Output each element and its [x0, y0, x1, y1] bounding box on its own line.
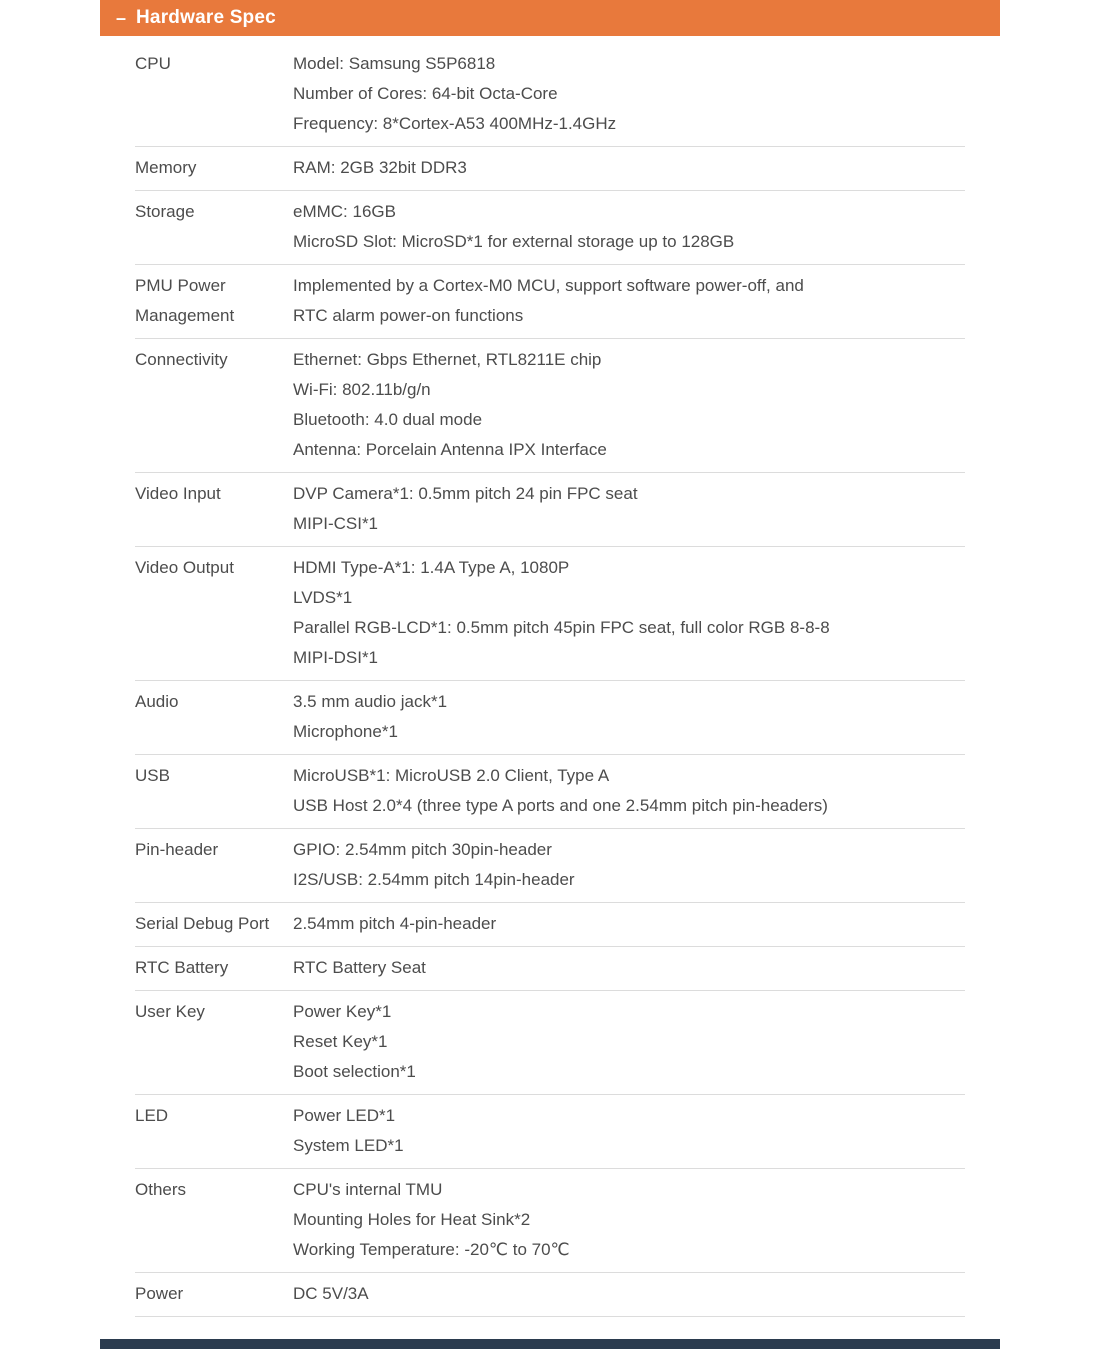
spec-value-line: DC 5V/3A — [293, 1284, 369, 1303]
spec-table — [135, 43, 965, 1317]
spec-label: Storage — [135, 202, 195, 221]
spec-label: Video Output — [135, 558, 234, 577]
spec-values — [293, 49, 965, 139]
spec-value-line: I2S/USB: 2.54mm pitch 14pin-header — [293, 870, 575, 889]
spec-value-line: RAM: 2GB 32bit DDR3 — [293, 158, 467, 177]
spec-row-pin-header — [135, 829, 965, 903]
spec-value-line: LVDS*1 — [293, 588, 353, 607]
spec-label: Video Input — [135, 484, 221, 503]
footer-bar — [100, 1339, 1000, 1349]
spec-values — [293, 153, 965, 183]
spec-label: User Key — [135, 1002, 205, 1021]
spec-row-cpu — [135, 43, 965, 147]
spec-values — [293, 553, 965, 673]
spec-label: Pin-header — [135, 840, 219, 859]
spec-value-line: 3.5 mm audio jack*1 — [293, 692, 448, 711]
spec-label: PMU Power Management — [135, 276, 235, 325]
spec-values — [293, 197, 965, 257]
spec-values — [293, 761, 965, 821]
spec-value-line: CPU's internal TMU — [293, 1180, 443, 1199]
spec-value-line: Mounting Holes for Heat Sink*2 — [293, 1210, 531, 1229]
spec-value-line: Ethernet: Gbps Ethernet, RTL8211E chip — [293, 350, 602, 369]
spec-values — [293, 953, 965, 983]
spec-label: LED — [135, 1106, 169, 1125]
spec-label: Others — [135, 1180, 187, 1199]
spec-value-line: 2.54mm pitch 4-pin-header — [293, 914, 497, 933]
spec-value-line: RTC alarm power-on functions — [293, 306, 524, 325]
spec-value-line: MIPI-DSI*1 — [293, 648, 379, 667]
spec-value-line: Bluetooth: 4.0 dual mode — [293, 410, 483, 429]
spec-values — [293, 997, 965, 1087]
section-title: Hardware Spec — [136, 7, 276, 28]
spec-value-line: MicroUSB*1: MicroUSB 2.0 Client, Type A — [293, 766, 610, 785]
spec-value-line: MIPI-CSI*1 — [293, 514, 379, 533]
spec-values — [293, 1175, 965, 1265]
hardware-spec-section — [100, 0, 1000, 1317]
spec-values — [293, 687, 965, 747]
spec-value-line: Power Key*1 — [293, 1002, 392, 1021]
spec-value-line: Working Temperature: -20℃ to 70℃ — [293, 1240, 570, 1259]
section-header — [100, 0, 1000, 36]
spec-row-audio — [135, 681, 965, 755]
spec-label: Connectivity — [135, 350, 228, 369]
spec-value-line: MicroSD Slot: MicroSD*1 for external storage up to 128GB — [293, 232, 735, 251]
spec-values — [293, 909, 965, 939]
spec-value-line: Power LED*1 — [293, 1106, 396, 1125]
spec-row-memory — [135, 147, 965, 191]
spec-values — [293, 835, 965, 895]
spec-value-line: Model: Samsung S5P6818 — [293, 54, 496, 73]
spec-value-line: RTC Battery Seat — [293, 958, 426, 977]
spec-values — [293, 345, 965, 465]
spec-values — [293, 271, 965, 331]
spec-value-line: USB Host 2.0*4 (three type A ports and one 2.54mm pitch pin-headers) — [293, 796, 828, 815]
spec-value-line: Number of Cores: 64-bit Octa-Core — [293, 84, 558, 103]
spec-row-led — [135, 1095, 965, 1169]
spec-values — [293, 479, 965, 539]
spec-row-power — [135, 1273, 965, 1317]
spec-values — [293, 1101, 965, 1161]
spec-row-connectivity — [135, 339, 965, 473]
spec-label: Memory — [135, 158, 197, 177]
spec-value-line: Reset Key*1 — [293, 1032, 388, 1051]
spec-value-line: Parallel RGB-LCD*1: 0.5mm pitch 45pin FPC seat, full color RGB 8-8-8 — [293, 618, 830, 637]
spec-values — [293, 1279, 965, 1309]
spec-row-pmu-power-management — [135, 265, 965, 339]
spec-label: Power — [135, 1284, 184, 1303]
spec-value-line: eMMC: 16GB — [293, 202, 396, 221]
spec-value-line: System LED*1 — [293, 1136, 404, 1155]
spec-row-usb — [135, 755, 965, 829]
spec-value-line: Frequency: 8*Cortex-A53 400MHz-1.4GHz — [293, 114, 617, 133]
collapse-icon[interactable]: – — [116, 8, 127, 28]
spec-row-rtc-battery — [135, 947, 965, 991]
spec-label: Serial Debug Port — [135, 914, 270, 933]
spec-value-line: GPIO: 2.54mm pitch 30pin-header — [293, 840, 552, 859]
spec-label: Audio — [135, 692, 179, 711]
spec-value-line: HDMI Type-A*1: 1.4A Type A, 1080P — [293, 558, 570, 577]
spec-row-video-input — [135, 473, 965, 547]
spec-row-video-output — [135, 547, 965, 681]
spec-value-line: Microphone*1 — [293, 722, 398, 741]
spec-row-user-key — [135, 991, 965, 1095]
spec-label: CPU — [135, 54, 171, 73]
spec-label: USB — [135, 766, 170, 785]
spec-row-storage — [135, 191, 965, 265]
spec-value-line: Implemented by a Cortex-M0 MCU, support software power-off, and — [293, 276, 804, 295]
spec-label: RTC Battery — [135, 958, 229, 977]
spec-row-others — [135, 1169, 965, 1273]
spec-value-line: DVP Camera*1: 0.5mm pitch 24 pin FPC seat — [293, 484, 638, 503]
spec-row-serial-debug-port — [135, 903, 965, 947]
spec-value-line: Wi-Fi: 802.11b/g/n — [293, 380, 431, 399]
spec-value-line: Antenna: Porcelain Antenna IPX Interface — [293, 440, 607, 459]
spec-value-line: Boot selection*1 — [293, 1062, 416, 1081]
